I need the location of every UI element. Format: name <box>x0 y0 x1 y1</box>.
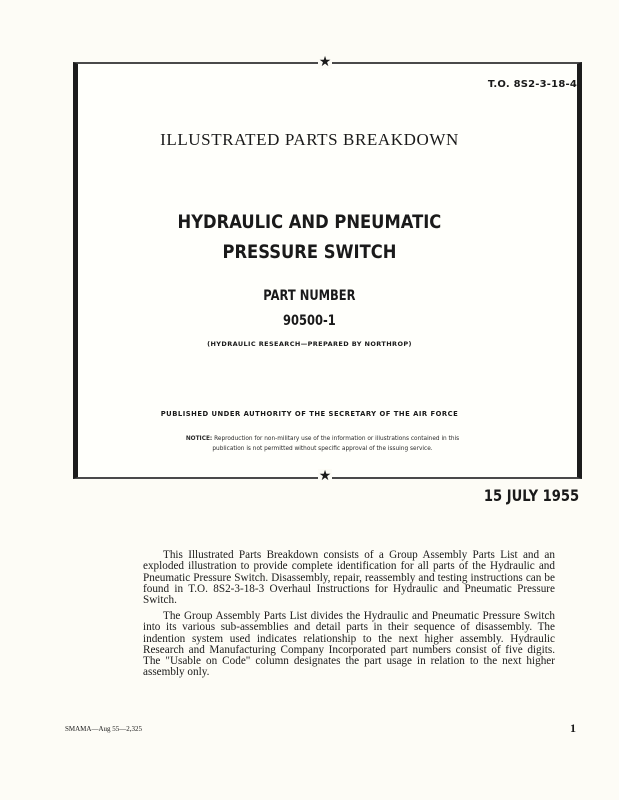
publication-date: 15 JULY 1955 <box>483 486 579 505</box>
main-title-line2: PRESSURE SWITCH <box>222 241 397 263</box>
paragraph-parts-list: The Group Assembly Parts List divides the Hydraulic and Pneumatic Pressure Switch into its various sub-assemblies and detail parts in their sequence of disassembly. The indention system used indicates relationship to the next higher assembly. Hydraulic Research and Manufacturing Company Incorporated part numbers consist of five digits. The "Usable on Code" column designates the part usage in relation to the next higher assembly only. <box>143 610 555 679</box>
section-title: ILLUSTRATED PARTS BREAKDOWN <box>160 130 459 149</box>
notice-label: NOTICE: <box>185 436 213 442</box>
prepared-by: (HYDRAULIC RESEARCH—PREPARED BY NORTHROP) <box>207 340 412 348</box>
technical-order-number: T.O. 8S2-3-18-4 <box>487 79 577 90</box>
part-number: 90500-1 <box>283 313 336 329</box>
main-title-line1: HYDRAULIC AND PNEUMATIC <box>177 211 442 233</box>
part-number-label: PART NUMBER <box>263 288 356 304</box>
notice-text: Reproduction for non-military use of the information or illustrations contained in this publication is not permitted without specific approval of the issuing service. <box>212 436 460 452</box>
notice <box>180 434 465 454</box>
main-title <box>43 207 575 267</box>
paragraph-intro: This Illustrated Parts Breakdown consists of a Group Assembly Parts List and an exploded illustration to provide complete identification for all parts of the Hydraulic and Pneumatic Pressure Switch. Disassembly, repair, reassembly and testing instructions can be found in T.O. 8S2-3-18-3 Overhaul Instructions for Hydraulic and Pneumatic Pressure Switch. <box>143 549 555 607</box>
star-icon-bottom: ★ <box>318 468 332 484</box>
footer-print-code: SMAMA—Aug 55—2,325 <box>65 725 143 733</box>
star-icon-top: ★ <box>318 54 332 70</box>
authority-statement: PUBLISHED UNDER AUTHORITY OF THE SECRETARY OF THE AIR FORCE <box>160 410 459 418</box>
page-number: 1 <box>570 721 576 735</box>
